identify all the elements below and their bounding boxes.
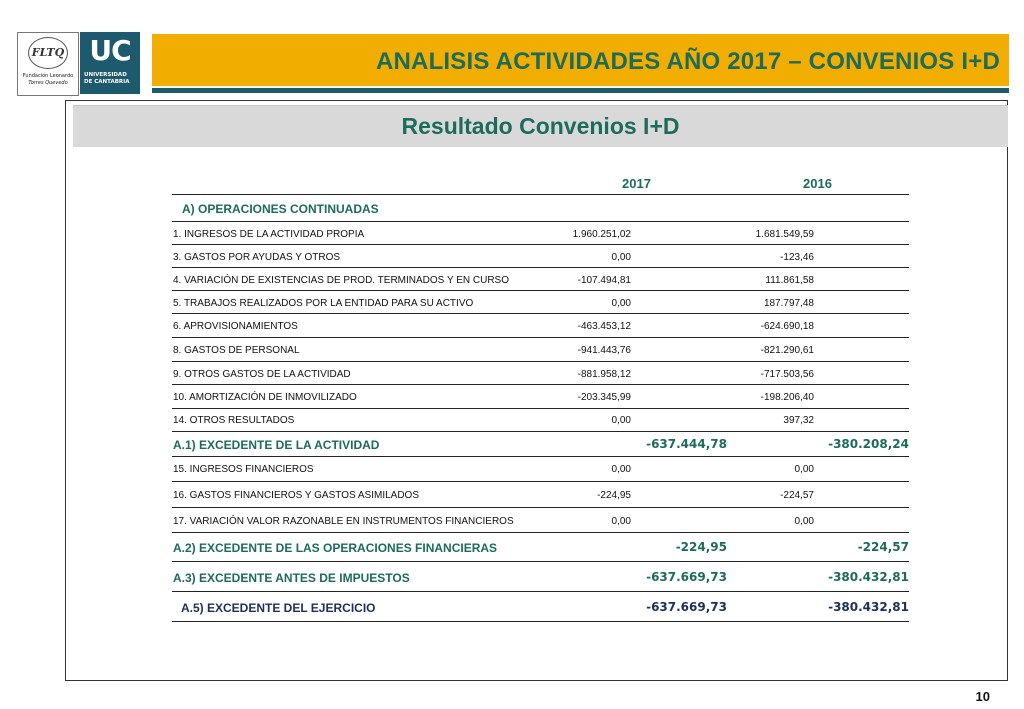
row-label: 10. AMORTIZACIÓN DE INMOVILIZADO <box>173 392 357 403</box>
subtotal-row <box>172 432 909 457</box>
cell-2016: -224,57 <box>857 540 909 554</box>
row-label: A.5) EXCEDENTE DEL EJERCICIO <box>181 601 376 615</box>
title-underline <box>152 88 1009 93</box>
table-row <box>172 385 909 409</box>
cell-2016: -123,46 <box>780 252 814 263</box>
fltq-logo <box>17 32 79 96</box>
uc-name-line1: UNIVERSIDAD <box>84 72 127 78</box>
header-rule <box>172 194 909 195</box>
section-heading-row <box>172 196 909 222</box>
cell-2017: -637.444,78 <box>646 437 727 451</box>
table-row <box>172 457 909 482</box>
cell-2017: -881.958,12 <box>577 369 631 380</box>
row-label: 1. INGRESOS DE LA ACTIVIDAD PROPIA <box>173 229 365 240</box>
uc-name-line2: DE CANTABRIA <box>84 79 130 85</box>
cell-2017: 0,00 <box>611 415 631 426</box>
cell-2017: -224,95 <box>675 540 727 554</box>
table-row <box>172 222 909 245</box>
cell-2016: -717.503,56 <box>760 369 814 380</box>
table-row <box>172 362 909 385</box>
cell-2017: 0,00 <box>611 298 631 309</box>
cell-2016: -224,57 <box>780 490 814 501</box>
row-label: 9. OTROS GASTOS DE LA ACTIVIDAD <box>173 369 351 380</box>
uc-logo <box>80 32 140 94</box>
cell-2016: 0,00 <box>794 464 814 475</box>
table-row <box>172 409 909 432</box>
uc-letters: UC <box>89 34 131 67</box>
table-row <box>172 482 909 508</box>
cell-2016: -198.206,40 <box>760 392 814 403</box>
cell-2017: -941.443,76 <box>577 345 631 356</box>
cell-2017: 0,00 <box>611 516 631 527</box>
subtotal-row <box>172 533 909 562</box>
table-row <box>172 338 909 362</box>
row-label: 5. TRABAJOS REALIZADOS POR LA ENTIDAD PARA SU ACTIVO <box>173 298 474 309</box>
total-row <box>172 592 909 622</box>
fltq-seal: FLTQ <box>28 37 68 69</box>
table-row <box>172 314 909 338</box>
cell-2016: 111.861,58 <box>765 275 814 286</box>
cell-2017: 0,00 <box>611 252 631 263</box>
fltq-name <box>18 73 78 87</box>
cell-2017: 0,00 <box>611 464 631 475</box>
column-header-2016: 2016 <box>803 176 832 191</box>
table-row <box>172 291 909 314</box>
row-label: 15. INGRESOS FINANCIEROS <box>173 464 314 475</box>
cell-2017: -637.669,73 <box>646 600 727 614</box>
page-title: ANALISIS ACTIVIDADES AÑO 2017 – CONVENIOS I+D <box>375 48 1000 75</box>
table-row <box>172 268 909 291</box>
cell-2016: -380.432,81 <box>828 600 909 614</box>
row-label: 14. OTROS RESULTADOS <box>173 415 295 426</box>
row-label: 17. VARIACIÓN VALOR RAZONABLE EN INSTRUMENTOS FINANCIEROS <box>173 516 514 527</box>
cell-2016: 1.681.549,59 <box>755 229 814 240</box>
cell-2016: 0,00 <box>794 516 814 527</box>
cell-2016: -380.208,24 <box>828 437 909 451</box>
row-label: 4. VARIACIÓN DE EXISTENCIAS DE PROD. TERMINADOS Y EN CURSO <box>173 275 509 286</box>
cell-2017: 1.960.251,02 <box>572 229 631 240</box>
table-row <box>172 508 909 533</box>
fltq-name-line2: Torres Quevedo <box>28 80 68 86</box>
section-heading: A) OPERACIONES CONTINUADAS <box>182 202 379 216</box>
row-label: A.3) EXCEDENTE ANTES DE IMPUESTOS <box>173 571 410 585</box>
subtitle-bar <box>73 105 1008 147</box>
page-number: 10 <box>975 689 990 704</box>
cell-2017: -224,95 <box>597 490 631 501</box>
uc-name <box>84 72 129 86</box>
subtotal-row <box>172 562 909 592</box>
row-label: 3. GASTOS POR AYUDAS Y OTROS <box>173 252 341 263</box>
cell-2017: -637.669,73 <box>646 570 727 584</box>
row-label: 8. GASTOS DE PERSONAL <box>173 345 300 356</box>
row-label: A.1) EXCEDENTE DE LA ACTIVIDAD <box>173 438 380 452</box>
table-row <box>172 245 909 268</box>
fltq-name-line1: Fundación Leonardo <box>22 73 74 79</box>
cell-2017: -107.494,81 <box>577 275 631 286</box>
cell-2016: -624.690,18 <box>760 321 814 332</box>
cell-2016: -380.432,81 <box>828 570 909 584</box>
cell-2017: -203.345,99 <box>577 392 631 403</box>
row-label: A.2) EXCEDENTE DE LAS OPERACIONES FINANCIERAS <box>173 541 498 555</box>
row-label: 16. GASTOS FINANCIEROS Y GASTOS ASIMILADOS <box>173 490 420 501</box>
cell-2016: -821.290,61 <box>760 345 814 356</box>
section-subtitle: Resultado Convenios I+D <box>401 113 680 139</box>
cell-2017: -463.453,12 <box>577 321 631 332</box>
row-label: 6. APROVISIONAMIENTOS <box>173 321 298 332</box>
column-header-2017: 2017 <box>622 176 651 191</box>
cell-2016: 187.797,48 <box>763 298 814 309</box>
cell-2016: 397,32 <box>783 415 814 426</box>
